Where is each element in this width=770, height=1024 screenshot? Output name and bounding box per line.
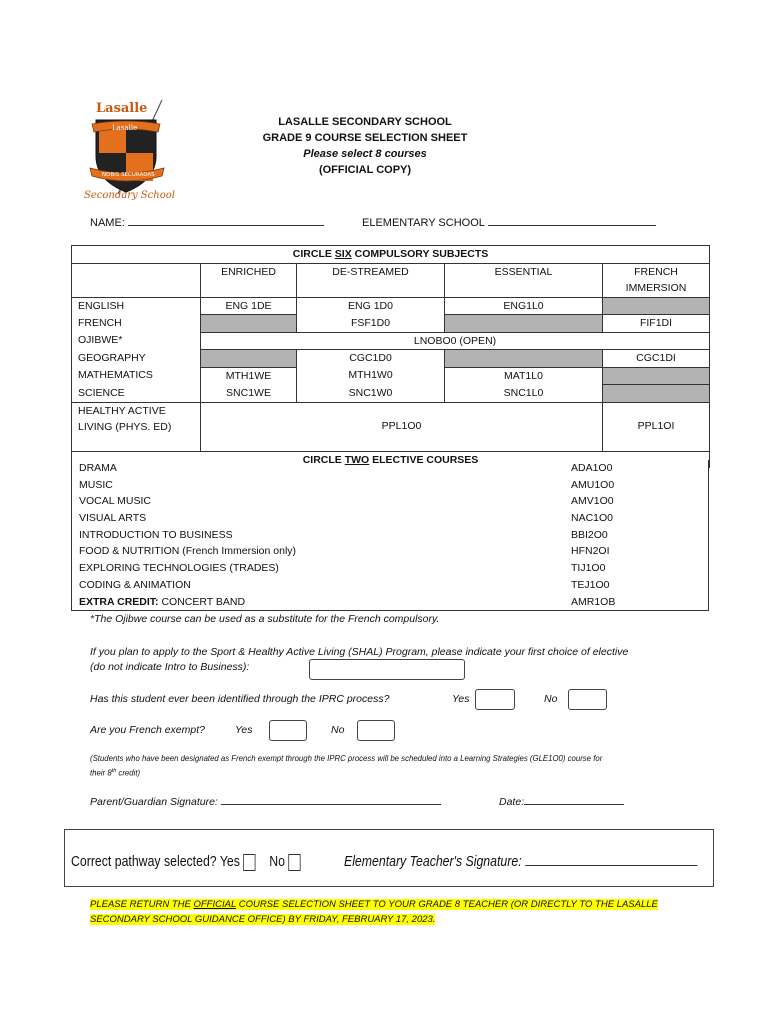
elective-name: MUSIC — [79, 478, 113, 491]
french-yes-label: Yes — [235, 724, 253, 736]
elementary-line[interactable] — [488, 215, 656, 226]
elective-row[interactable] — [72, 543, 708, 560]
elective-name: CODING & ANIMATION — [79, 578, 191, 591]
elective-row[interactable] — [72, 527, 708, 544]
copy-label: (OFFICIAL COPY) — [318, 164, 412, 176]
ojibwe-label: OJIBWE* — [72, 332, 201, 350]
iprc-no-label: No — [544, 693, 558, 705]
iprc-question: Has this student ever been identified through the IPRC process? — [90, 693, 390, 705]
elective-code[interactable]: TEJ1O0 — [571, 578, 610, 591]
eng-essential[interactable]: ENG1L0 — [445, 297, 603, 315]
logo-motto: NOBIS SECURADAS — [102, 172, 155, 178]
elective-name: VISUAL ARTS — [79, 512, 147, 525]
school-crest-logo — [78, 98, 182, 210]
iprc-no-box[interactable] — [568, 689, 607, 710]
ojibwe-note: *The Ojibwe course can be used as a substitute for the French compulsory. — [90, 613, 440, 625]
empty-header-cell — [72, 263, 201, 297]
elementary-label: ELEMENTARY SCHOOL — [362, 217, 485, 229]
electives-title: CIRCLE TWO ELECTIVE COURSES — [72, 451, 710, 468]
shal-elective-input[interactable] — [309, 659, 465, 680]
date-field[interactable]: Date: — [499, 794, 624, 808]
health-course[interactable]: PPL1O0 — [201, 402, 603, 451]
logo-top-text: Lasalle — [96, 101, 148, 116]
french-exempt-question: Are you French exempt? — [90, 724, 205, 736]
elective-name: DRAMA — [79, 462, 117, 474]
french-no-label: No — [331, 724, 345, 736]
shal-note-line1: If you plan to apply to the Sport & Healthy Active Living (SHAL) Program, please indicate your first choice of elective — [90, 646, 629, 658]
course-table — [71, 245, 710, 468]
elective-name: EXPLORING TECHNOLOGIES (TRADES) — [79, 562, 279, 575]
logo-banner-text: Lasalle — [112, 124, 138, 132]
french-exempt-note: (Students who have been designated as French exempt through the IPRC process will be scheduled into a Learning Strategies (GLE1O0) course for their 8th credit) — [90, 754, 603, 778]
french-no-box[interactable] — [357, 720, 395, 741]
elective-code[interactable]: BBI2O0 — [571, 528, 608, 541]
col-destreamed: DE-STREAMED — [297, 263, 445, 297]
eng-enriched[interactable]: ENG 1DE — [201, 297, 297, 315]
col-french-immersion: FRENCH IMMERSION — [603, 263, 710, 297]
instruction-text: Please select 8 courses — [303, 148, 427, 160]
elective-name: INTRODUCTION TO BUSINESS — [79, 528, 233, 541]
elective-code[interactable]: NAC1O0 — [571, 512, 614, 525]
gray-cell — [445, 350, 603, 368]
gray-cell — [201, 350, 297, 368]
teacher-signature-field[interactable]: Elementary Teacher's Signature: — [344, 853, 697, 870]
name-line[interactable] — [128, 215, 324, 226]
electives-list — [71, 460, 709, 611]
name-label: NAME: — [90, 217, 125, 229]
logo-bottom-text: Secondary School — [84, 190, 175, 201]
elective-row[interactable] — [72, 577, 708, 594]
col-enriched: ENRICHED — [201, 263, 297, 297]
elementary-school-field[interactable] — [362, 215, 656, 229]
extra-credit-row[interactable] — [72, 594, 708, 611]
elective-row[interactable] — [72, 510, 708, 527]
math-destreamed[interactable]: MTH1W0 — [297, 367, 445, 385]
elective-row[interactable] — [72, 493, 708, 510]
document-header — [200, 114, 530, 178]
ojibwe-course[interactable]: LNOBO0 (OPEN) — [201, 332, 710, 350]
extra-credit-name: EXTRA CREDIT: CONCERT BAND — [79, 595, 246, 608]
iprc-yes-label: Yes — [452, 693, 470, 705]
elective-row[interactable] — [72, 460, 708, 477]
name-field[interactable] — [90, 215, 324, 229]
gray-cell — [603, 367, 710, 385]
eng-destreamed[interactable]: ENG 1D0 — [297, 297, 445, 315]
compulsory-title: CIRCLE SIX COMPULSORY SUBJECTS — [72, 246, 710, 264]
shal-note-line2: (do not indicate Intro to Business): — [90, 661, 250, 673]
fif-immersion[interactable]: FIF1DI — [603, 315, 710, 333]
col-essential: ESSENTIAL — [445, 263, 603, 297]
elective-row[interactable] — [72, 560, 708, 577]
math-essential[interactable]: MAT1L0 — [445, 367, 603, 385]
fsf-destreamed[interactable]: FSF1D0 — [297, 315, 445, 333]
gray-cell — [445, 315, 603, 333]
science-label: SCIENCE — [72, 385, 201, 403]
extra-credit-code[interactable]: AMR1OB — [571, 595, 616, 608]
french-yes-box[interactable] — [269, 720, 307, 741]
elective-code[interactable]: AMU1O0 — [571, 478, 615, 491]
geo-destreamed[interactable]: CGC1D0 — [297, 350, 445, 368]
elective-name: FOOD & NUTRITION (French Immersion only) — [79, 545, 297, 558]
gray-cell — [603, 297, 710, 315]
math-label: MATHEMATICS — [72, 367, 201, 385]
elective-code[interactable]: HFN2OI — [571, 545, 610, 558]
school-name: LASALLE SECONDARY SCHOOL — [278, 116, 452, 128]
gray-cell — [201, 315, 297, 333]
elective-name: VOCAL MUSIC — [79, 495, 151, 508]
parent-signature-field[interactable]: Parent/Guardian Signature: — [90, 794, 441, 808]
elective-code[interactable]: AMV1O0 — [571, 495, 614, 508]
pathway-yes-checkbox[interactable] — [243, 854, 255, 871]
return-notice: PLEASE RETURN THE OFFICIAL COURSE SELECTION SHEET TO YOUR GRADE 8 TEACHER (OR DIRECTLY TO THE LASALLE SECONDARY SCHOOL GUIDANCE OFFICE) BY FRIDAY, FEBRUARY 17, 2023. — [90, 899, 658, 925]
sci-enriched[interactable]: SNC1WE — [201, 385, 297, 403]
sheet-title: GRADE 9 COURSE SELECTION SHEET — [262, 132, 468, 144]
elective-code[interactable]: TIJ1O0 — [571, 562, 606, 575]
geo-immersion[interactable]: CGC1DI — [603, 350, 710, 368]
elective-row[interactable] — [72, 477, 708, 494]
pathway-question: Correct pathway selected? Yes No — [71, 853, 301, 871]
math-enriched[interactable]: MTH1WE — [201, 367, 297, 385]
iprc-yes-box[interactable] — [475, 689, 515, 710]
gray-cell — [603, 385, 710, 403]
english-label: ENGLISH — [72, 297, 201, 315]
sci-essential[interactable]: SNC1L0 — [445, 385, 603, 403]
pathway-box — [64, 829, 714, 887]
sci-destreamed[interactable]: SNC1W0 — [297, 385, 445, 403]
elective-code[interactable]: ADA1O0 — [571, 462, 613, 474]
health-label: HEALTHY ACTIVE LIVING (PHYS. ED) — [72, 402, 201, 451]
geography-label: GEOGRAPHY — [72, 350, 201, 368]
pathway-no-checkbox[interactable] — [288, 854, 300, 871]
french-label: FRENCH — [72, 315, 201, 333]
health-immersion[interactable]: PPL1OI — [603, 402, 710, 451]
